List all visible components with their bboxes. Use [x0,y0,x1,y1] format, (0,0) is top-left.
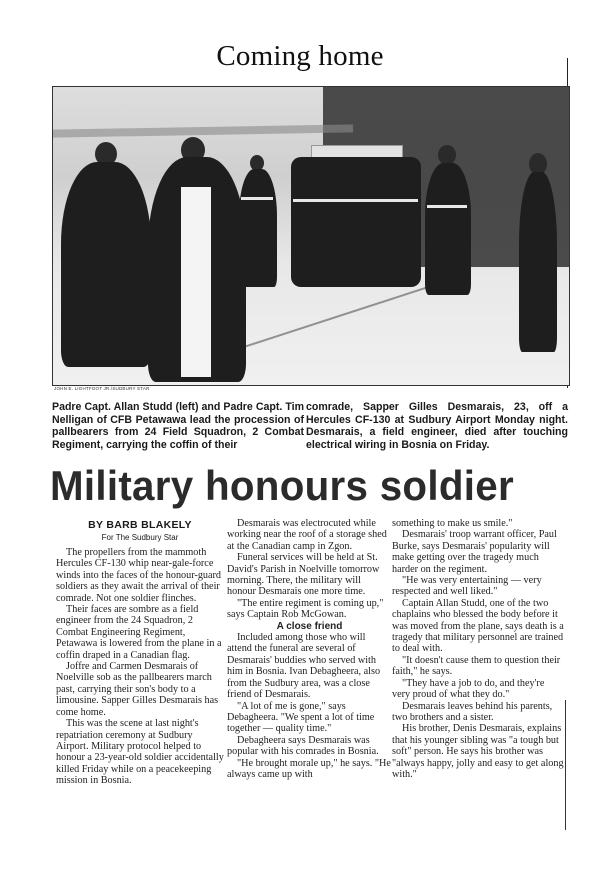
article-column-2 [227,518,392,780]
paragraph: Funeral services will be held at St. David's Parish in Noelville tomorrow morning. There, the military will honour Desmarais one more time. [227,552,380,598]
paragraph: "A lot of me is gone," says Debagheera. "We spent a lot of time together — quality time." [227,700,375,735]
paragraph: Desmarais leaves behind his parents, two brothers and a sister. [392,700,553,723]
byline [55,519,225,542]
article-column-3 [392,518,564,780]
paragraph: The propellers from the mammoth Hercules CF-130 whip near-gale-force winds into the faces of the honour-guard soldiers as they await the arrival of their comrade. Not one soldier flinches. [56,547,222,604]
caption-right: comrade, Sapper Gilles Desmarais, 23, off a Hercules CF-130 at Sudbury Airport Monday night. Desmarais, a field engineer, died after touching electrical wiring in Bosnia on Friday. [306,401,568,451]
paragraph: Captain Allan Studd, one of the two chaplains who blessed the body before it was moved from the plane, says death is a tragedy that military personnel are trained to deal with. [392,597,564,655]
surplice [181,187,211,377]
paragraph: Desmarais was electrocuted while working near the roof of a storage shed at the Canadian camp in Zgon. [227,518,387,552]
paragraph: "He brought morale up," he says. "He always came up with [227,757,391,780]
photo-credit: JOHN E. LIGHTFOOT JR./SUDBURY STAR [54,386,150,391]
paragraph: "They have a job to do, and they're very proud of what they do." [392,677,545,701]
article-column-1 [56,547,226,787]
soldier-figure [239,169,277,287]
column-rule-bottom [565,700,566,830]
officer-belt [427,205,467,208]
byline-author: BY BARB BLAKELY [88,519,192,531]
officer-head [438,145,456,165]
subheading: A close friend [276,620,343,632]
paragraph: Included among those who will attend the funeral are several of Desmarais' buddies who served with him in Bosnia. Ivan Debagheera, also from the Sudbury area, was a close friend of Desmarais. [227,632,381,701]
headline: Military honours soldier [50,462,514,509]
pallbearers [291,157,421,287]
aircraft-wing [53,124,353,137]
news-photo [52,86,570,386]
honour-guard-figure [519,172,557,352]
paragraph: "It doesn't cause them to question their faith," he says. [392,654,561,678]
officer-figure [425,163,471,295]
paragraph: Their faces are sombre as a field engineer from the 24 Squadron, 2 Combat Engineering Regiment, Petawawa is lowered from the plane in a coffin draped in a Canadian flag. [56,604,222,661]
paragraph: Joffre and Carmen Desmarais of Noelville sob as the pallbearers march past, carrying their son's body to a limousine. Sapper Gilles Desmarais has come home. [56,661,219,718]
kicker-title: Coming home [216,40,384,72]
paragraph: Debagheera says Desmarais was popular with his comrades in Bosnia. [227,734,379,758]
paragraph: something to make us smile." [392,518,513,529]
paragraph: "The entire regiment is coming up," says Captain Rob McGowan. [227,597,384,621]
paragraph: Desmarais' troop warrant officer, Paul Burke, says Desmarais' popularity will make getting over the tragedy much harder on the regiment. [392,529,557,575]
paragraph: "He was very entertaining — very respected and well liked." [392,575,542,598]
caption-left: Padre Capt. Allan Studd (left) and Padre Capt. Tim Nelligan of CFB Petawawa lead the procession of pallbearers from 24 Field Squadron, 2 Combat Regiment, carrying the coffin of their [52,401,304,451]
paragraph: This was the scene at last night's repatriation ceremony at Sudbury Airport. Military protocol helped to honour a 23-year-old soldier accidentally killed Friday while on a peacekeeping mission in Bosnia. [56,718,224,787]
tarmac-line [238,286,429,350]
soldier-belt [241,197,273,200]
pallbearer-belts [293,199,418,202]
padre-left-figure [61,162,151,367]
byline-affiliation: For The Sudbury Star [101,533,179,542]
paragraph: His brother, Denis Desmarais, explains that his younger sibling was "a tough but soft" person. He says his brother was "always happy, jolly and easy to get along with." [392,723,564,780]
